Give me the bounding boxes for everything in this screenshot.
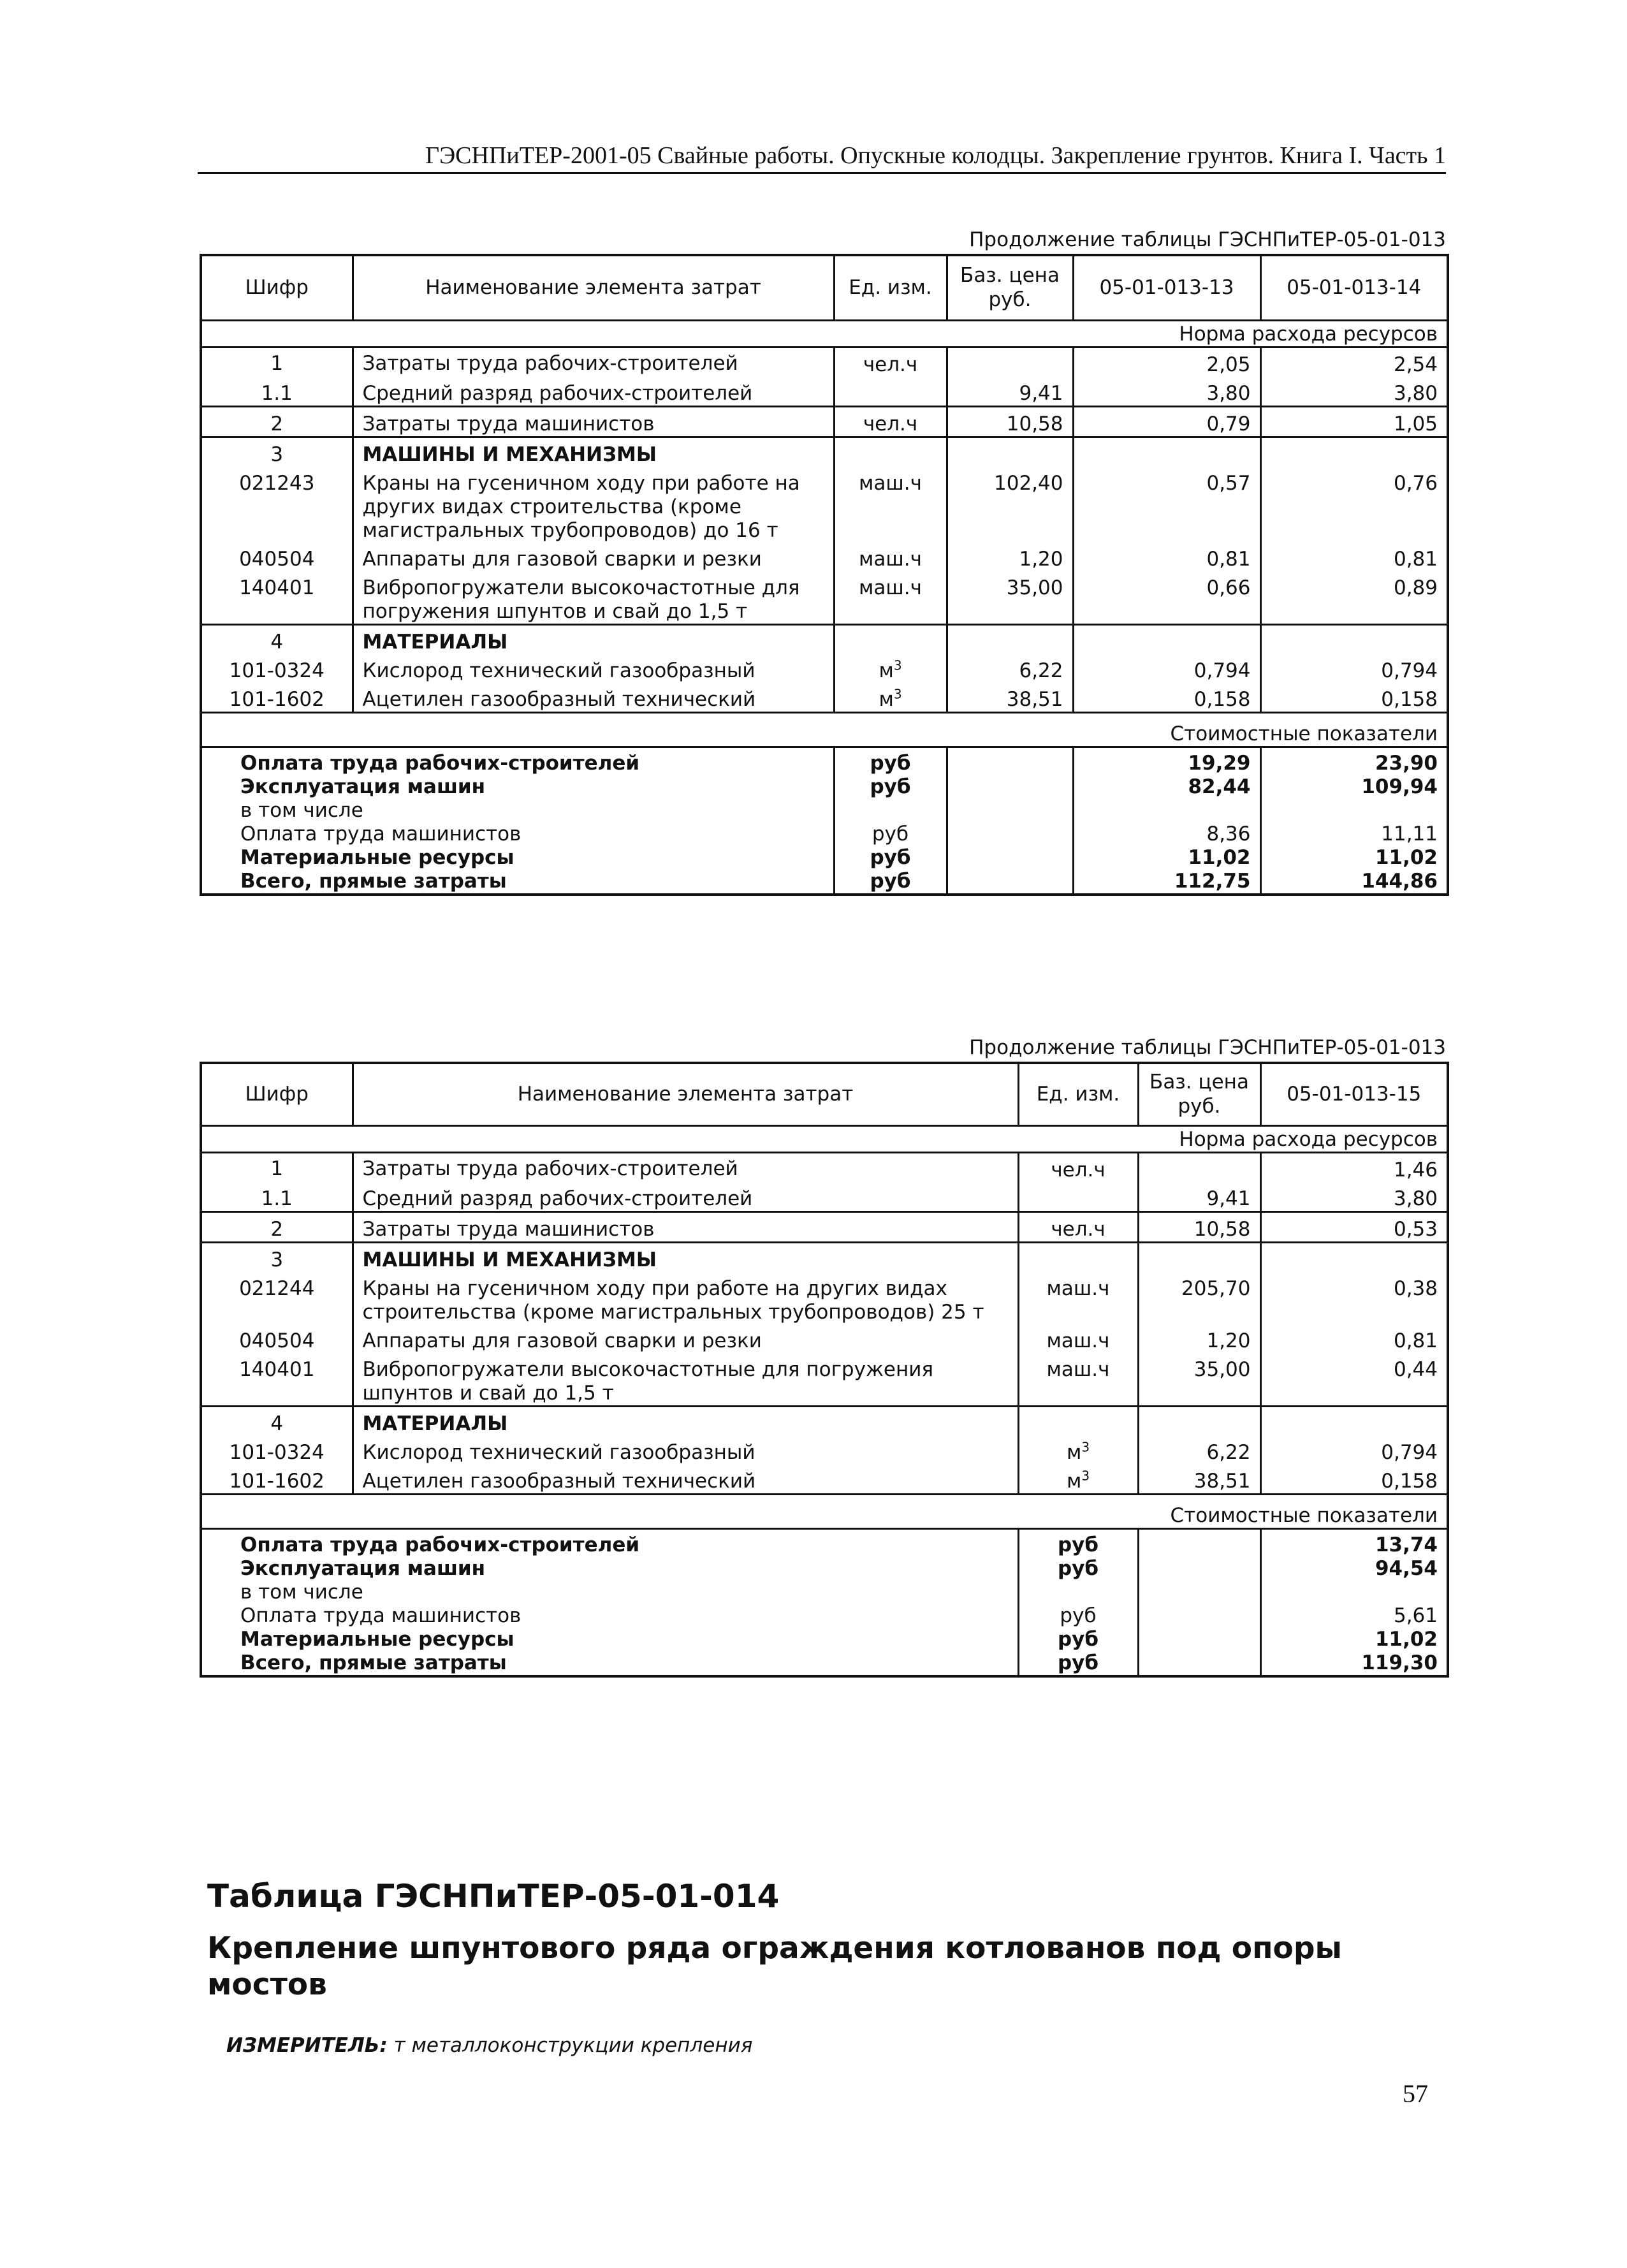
table1-row-name: МАТЕРИАЛЫ [353,624,834,654]
table2-row-price: 6,22 [1138,1436,1260,1465]
table2-row-code: 4 [270,1412,284,1435]
table1-row-name: Средний разряд рабочих-строителей [353,377,834,407]
table1-row-code: 1 [270,351,284,375]
table2-cost-line [201,1581,1448,1604]
table2-cost-value-1: 13,74 [1260,1528,1448,1557]
table1-row-code: 3 [270,443,284,466]
table2-cost-value-1: 5,61 [1260,1604,1448,1628]
table2-row-value-1: 0,53 [1260,1211,1448,1242]
table1-row-code: 1.1 [261,381,293,405]
measure-value: т металлоконструкции крепления [393,2034,753,2057]
table1-row-unit [834,347,947,377]
table1-row [201,571,1448,625]
table1-row-code: 101-1602 [229,687,325,711]
table1-row-price: 35,00 [947,571,1073,625]
table1-row-unit-sup: 3 [893,657,902,673]
table1-row-unit-text: м [879,659,894,682]
table2-cost-unit: руб [1018,1628,1138,1651]
table2-row-code: 2 [270,1217,284,1241]
table1-row-empty [1260,624,1448,654]
section-subtitle-line2: мостов [207,1967,327,2002]
table2-row-unit-text: м [1066,1469,1082,1493]
table2-row-value-1: 1,46 [1260,1152,1448,1182]
table2-caption: Продолжение таблицы ГЭСНПиТЕР-05-01-013 [969,1036,1446,1059]
table1-row-value-1: 3,80 [1073,377,1260,407]
table1-row-price: 38,51 [947,683,1073,713]
table2-row-code: 1.1 [261,1187,293,1210]
table1-row-code: 040504 [239,547,315,571]
table2-norm-row [201,1125,1448,1152]
table2-row-unit-sup: 3 [1081,1439,1090,1455]
table2-header-price: Баз. цена руб. [1138,1063,1260,1125]
table2-row-value-1: 3,80 [1260,1182,1448,1212]
table1-cost-name: Оплата труда машинистов [240,822,522,845]
table2-row-value-1: 0,44 [1260,1353,1448,1407]
table1-cost-value-2 [1260,799,1448,823]
table1-row-unit-text: маш.ч [859,547,922,571]
table2-cost-value-1: 119,30 [1260,1651,1448,1676]
table1-row-unit-text: чел.ч [863,353,918,376]
table2-row-price: 35,00 [1138,1353,1260,1407]
table2-cost-unit: руб [1018,1528,1138,1557]
table1-row [201,683,1448,713]
table1-row-unit-sup: 3 [893,686,902,702]
table1-cost-price [947,775,1073,799]
table1-row-unit-text: маш.ч [859,471,922,495]
table2-row-unit [1018,1353,1138,1407]
table2-cost-price [1138,1628,1260,1651]
table2-row [201,1272,1448,1324]
table2-row-price: 9,41 [1138,1182,1260,1212]
table2-cost-label: Стоимостные показатели [1170,1503,1438,1527]
table1-row-value-2: 2,54 [1260,347,1448,377]
table1-cost-unit: руб [834,846,947,870]
table1-row-value-1: 0,79 [1073,406,1260,437]
table1-cost-line [201,747,1448,775]
table2-row-value-1: 0,794 [1260,1436,1448,1465]
table1-row [201,437,1448,467]
table1-row-value-2: 0,89 [1260,571,1448,625]
table2-row-name: МАШИНЫ И МЕХАНИЗМЫ [353,1242,1018,1272]
table2-norm-label: Норма расхода ресурсов [1179,1127,1438,1151]
table1-row-unit [834,571,947,625]
table1-cost-price [947,823,1073,846]
table1-row-name: Краны на гусеничном ходу при работе на других видах строительства (кроме магистральных трубопроводов) до 16 т [353,467,834,543]
table2-row-name: Затраты труда рабочих-строителей [353,1152,1018,1182]
table1-cost-row [201,712,1448,747]
table2-header-unit: Ед. изм. [1018,1063,1138,1125]
table1-row-code: 101-0324 [229,659,325,682]
table1-cost-value-2: 23,90 [1260,747,1448,775]
table1-row-code: 2 [270,412,284,435]
table2-row-name: Вибропогружатели высокочастотные для погружения шпунтов и свай до 1,5 т [353,1353,1018,1407]
table2-cost-line [201,1651,1448,1676]
table1-row-unit [834,683,947,713]
table1-row-unit-text: чел.ч [863,412,918,435]
table1-row [201,624,1448,654]
table1-row-name: Вибропогружатели высокочастотные для погружения шпунтов и свай до 1,5 т [353,571,834,625]
table2-row-code: 021244 [239,1277,315,1300]
table1-row-value-2: 0,158 [1260,683,1448,713]
table2-row [201,1436,1448,1465]
table2-cost-name: Оплата труда рабочих-строителей [240,1533,640,1556]
table1-cost-value-1: 8,36 [1073,823,1260,846]
table2-row [201,1152,1448,1182]
table1-row-name: Затраты труда рабочих-строителей [353,347,834,377]
table1-row-value-1: 0,57 [1073,467,1260,543]
table1-row-name: Затраты труда машинистов [353,406,834,437]
table2-row-unit [1018,1211,1138,1242]
page-number: 57 [1403,2079,1428,2108]
table2-cost-value-1: 11,02 [1260,1628,1448,1651]
table1-header-unit: Ед. изм. [834,255,947,320]
table2-cost-name: в том числе [240,1580,363,1604]
table2-row [201,1242,1448,1272]
measure-label: ИЗМЕРИТЕЛЬ: [226,2034,388,2057]
table2-cost-price [1138,1651,1260,1676]
table2-row [201,1406,1448,1436]
table2-row-unit [1018,1436,1138,1465]
table1-caption: Продолжение таблицы ГЭСНПиТЕР-05-01-013 [969,228,1446,251]
table1-row [201,406,1448,437]
table1-cost-name: Всего, прямые затраты [240,869,507,893]
table1-row-price: 1,20 [947,543,1073,571]
table2-row-value-1: 0,81 [1260,1324,1448,1353]
table1-cost-line [201,775,1448,799]
table1-row-value-1: 0,66 [1073,571,1260,625]
table1-cost-name: в том числе [240,798,363,822]
table1-row-value-1: 0,158 [1073,683,1260,713]
table1-row-empty [947,437,1073,467]
table2-row-unit [1018,1182,1138,1212]
table2-row-unit-text: маш.ч [1046,1277,1110,1300]
table2-row-price: 38,51 [1138,1465,1260,1495]
table1-row-price: 6,22 [947,654,1073,683]
table1-cost-unit: руб [834,823,947,846]
section-subtitle-line1: Крепление шпунтового ряда ограждения котлованов под опоры [207,1931,1342,1966]
table2-cost-line [201,1557,1448,1581]
table1-row-empty [1073,624,1260,654]
table2-header-col1: 05-01-013-15 [1260,1063,1448,1125]
table1-row-value-2: 3,80 [1260,377,1448,407]
table1-row-code: 4 [270,630,284,654]
table1-row-price: 9,41 [947,377,1073,407]
table1-cost-name: Эксплуатация машин [240,775,486,798]
table1-header-price: Баз. цена руб. [947,255,1073,320]
table1-row-name: Ацетилен газообразный технический [353,683,834,713]
table1-cost-price [947,747,1073,775]
table1-cost-value-1: 11,02 [1073,846,1260,870]
table1-cost-price [947,799,1073,823]
table1-header-name: Наименование элемента затрат [353,255,834,320]
header-rule [198,172,1446,174]
table1-row [201,543,1448,571]
table2-row-name: Краны на гусеничном ходу при работе на других видах строительства (кроме магистральных трубопроводов) 25 т [353,1272,1018,1324]
measure-line [226,2034,752,2057]
table2-row-name: Ацетилен газообразный технический [353,1465,1018,1495]
table2-cost-price [1138,1557,1260,1581]
table1-cost-value-2: 109,94 [1260,775,1448,799]
table2-row-empty [1018,1406,1138,1436]
table2-cost-line [201,1528,1448,1557]
table1-row-code: 021243 [239,471,315,495]
table2-row-empty [1260,1242,1448,1272]
table1-cost-unit: руб [834,775,947,799]
table1 [200,254,1449,896]
table2-cost-price [1138,1528,1260,1557]
table2-row-price [1138,1152,1260,1182]
table2-row [201,1182,1448,1212]
table2-cost-line [201,1628,1448,1651]
table2-row-unit-text: чел.ч [1051,1217,1105,1241]
table1-cost-unit [834,799,947,823]
table2-cost-row [201,1494,1448,1528]
table1-row-value-1: 0,81 [1073,543,1260,571]
table1-row-empty [1073,437,1260,467]
table1-row [201,467,1448,543]
table2-cost-unit: руб [1018,1604,1138,1628]
table1-norm-row [201,320,1448,347]
table1-cost-value-1 [1073,799,1260,823]
table1-cost-unit: руб [834,870,947,895]
table1-row-empty [834,437,947,467]
table2-cost-name: Эксплуатация машин [240,1556,486,1580]
table2-row-code: 3 [270,1248,284,1271]
table2-row-unit-text: м [1066,1440,1082,1464]
table2-row-price: 1,20 [1138,1324,1260,1353]
table2-row-unit [1018,1152,1138,1182]
table2-row-empty [1260,1406,1448,1436]
table2-cost-name: Всего, прямые затраты [240,1651,507,1674]
table1-header-col2: 05-01-013-14 [1260,255,1448,320]
table2-row-unit-text: чел.ч [1051,1158,1105,1182]
table2-row-code: 1 [270,1157,284,1180]
table2-row-name: Средний разряд рабочих-строителей [353,1182,1018,1212]
table2-row-unit-text: маш.ч [1046,1357,1110,1381]
table1-row [201,347,1448,377]
table1-row-empty [834,624,947,654]
table2-row-name: Аппараты для газовой сварки и резки [353,1324,1018,1353]
table2-row-value-1: 0,38 [1260,1272,1448,1324]
table2-row-name: Затраты труда машинистов [353,1211,1018,1242]
table2-row-unit [1018,1272,1138,1324]
table2-header-name: Наименование элемента затрат [353,1063,1018,1125]
table1-row-name: Кислород технический газообразный [353,654,834,683]
table1-cost-name: Материальные ресурсы [240,845,514,869]
table1-row-value-1: 2,05 [1073,347,1260,377]
running-header: ГЭСНПиТЕР-2001-05 Свайные работы. Опускные колодцы. Закрепление грунтов. Книга I. Часть 1 [425,142,1446,169]
table1-cost-unit: руб [834,747,947,775]
table1-row-value-2: 0,81 [1260,543,1448,571]
table1-header-code: Шифр [201,255,353,320]
table1-row-unit [834,543,947,571]
table2-row-unit [1018,1465,1138,1495]
table2-row-name: Кислород технический газообразный [353,1436,1018,1465]
table1-cost-label: Стоимостные показатели [1170,722,1438,745]
table1-row-code: 140401 [239,576,315,599]
table1-row-empty [1260,437,1448,467]
table2-cost-unit [1018,1581,1138,1604]
table1-cost-line [201,870,1448,895]
table2-row-price: 10,58 [1138,1211,1260,1242]
table2-row-value-1: 0,158 [1260,1465,1448,1495]
table1-cost-line [201,823,1448,846]
table2-row-code: 101-0324 [229,1440,325,1464]
table2-row [201,1324,1448,1353]
table2-row-unit-sup: 3 [1081,1468,1090,1484]
table1-cost-value-1: 19,29 [1073,747,1260,775]
table1-row-unit [834,467,947,543]
table1-row-price [947,347,1073,377]
table2-row-empty [1018,1242,1138,1272]
table2-row [201,1211,1448,1242]
table2-row-empty [1138,1242,1260,1272]
table1-row-name: МАШИНЫ И МЕХАНИЗМЫ [353,437,834,467]
table1-cost-name: Оплата труда рабочих-строителей [240,751,640,775]
table2-row [201,1353,1448,1407]
table1-row-value-1: 0,794 [1073,654,1260,683]
table1-row-price: 102,40 [947,467,1073,543]
table1-cost-value-1: 82,44 [1073,775,1260,799]
table1-row-price: 10,58 [947,406,1073,437]
table2 [200,1062,1449,1678]
table2-cost-value-1 [1260,1581,1448,1604]
table1-norm-label: Норма расхода ресурсов [1179,322,1438,346]
table2-row-name: МАТЕРИАЛЫ [353,1406,1018,1436]
table1-row-unit-text: маш.ч [859,576,922,599]
table2-row [201,1465,1448,1495]
table1-row-unit-text: м [879,687,894,711]
table2-row-code: 101-1602 [229,1469,325,1493]
table1-row-empty [947,624,1073,654]
section-title: Таблица ГЭСНПиТЕР-05-01-014 [207,1878,780,1915]
table2-cost-value-1: 94,54 [1260,1557,1448,1581]
table1-cost-value-2: 11,11 [1260,823,1448,846]
table1-row-value-2: 1,05 [1260,406,1448,437]
table2-cost-unit: руб [1018,1651,1138,1676]
table1-row-value-2: 0,76 [1260,467,1448,543]
table1-cost-value-2: 11,02 [1260,846,1448,870]
table1-cost-line [201,799,1448,823]
table1-cost-price [947,870,1073,895]
table1-cost-value-1: 112,75 [1073,870,1260,895]
table1-row-unit [834,377,947,407]
table2-row-empty [1138,1406,1260,1436]
table2-cost-unit: руб [1018,1557,1138,1581]
table1-cost-value-2: 144,86 [1260,870,1448,895]
table1-cost-line [201,846,1448,870]
table2-row-price: 205,70 [1138,1272,1260,1324]
table1-header-col1: 05-01-013-13 [1073,255,1260,320]
table2-cost-price [1138,1581,1260,1604]
table2-cost-name: Материальные ресурсы [240,1627,514,1651]
table2-header-code: Шифр [201,1063,353,1125]
table1-row-value-2: 0,794 [1260,654,1448,683]
table2-row-code: 040504 [239,1329,315,1352]
table2-cost-name: Оплата труда машинистов [240,1604,522,1627]
table1-row [201,654,1448,683]
table2-row-unit [1018,1324,1138,1353]
table2-row-code: 140401 [239,1357,315,1381]
table1-row [201,377,1448,407]
table1-cost-price [947,846,1073,870]
table2-row-unit-text: маш.ч [1046,1329,1110,1352]
table1-row-name: Аппараты для газовой сварки и резки [353,543,834,571]
table2-cost-line [201,1604,1448,1628]
table1-row-unit [834,654,947,683]
table1-row-unit [834,406,947,437]
table2-cost-price [1138,1604,1260,1628]
